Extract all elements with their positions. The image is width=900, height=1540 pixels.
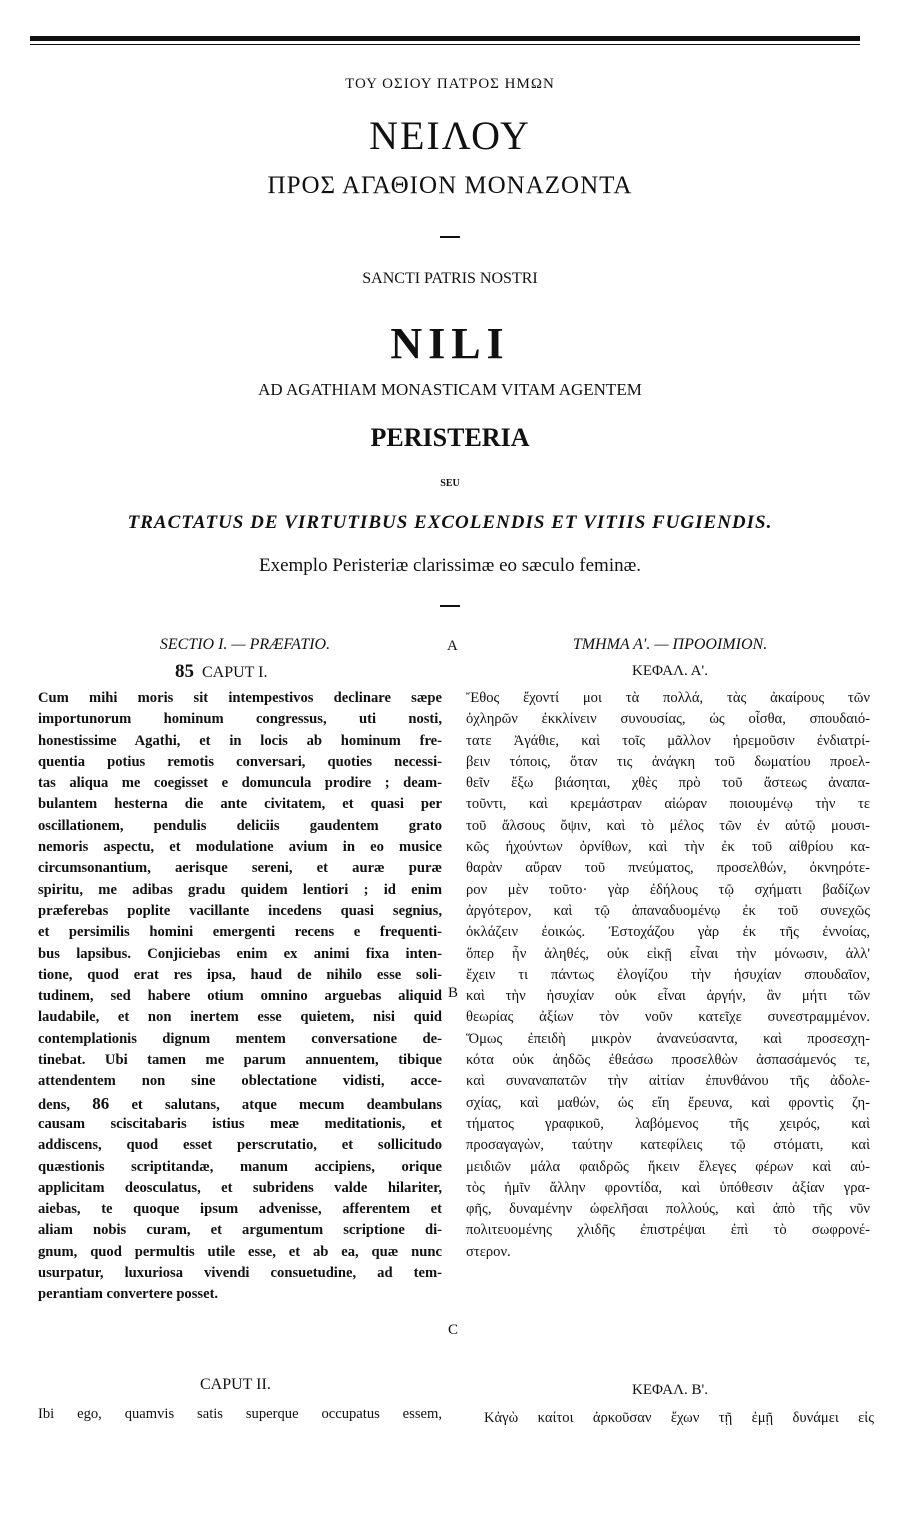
text-line: oscillationem, pendulis deliciis gaudentem grato [38,817,442,834]
text-line: προσαγαγὼν, ταύτην κατεφίλεις τῷ στόματι, καὶ [466,1137,870,1154]
greek-subtitle: ΠΡΟΣ ΑΓΑΘΙΟΝ ΜΟΝΑΖΟΝΤΑ [267,172,633,199]
text-line: βειν τόποις, ὅταν τις ἀνάγκη τοῦ δωματίου προελ- [466,753,870,770]
text-line: κῶς ἠχούντων ὀρνίθων, καὶ τὴν ἐκ τοῦ αἰθρίου κα- [466,839,870,856]
text-line: tione, quod erat res ipsa, haud de nihilo esse soli- [38,966,442,983]
text-line: tudinem, sed habere otium omnino arguebas aliquid [38,988,442,1005]
text-line: gnum, quod permultis utile esse, et ab ea, quæ nunc [38,1243,442,1260]
text-line: importunorum hominum congressus, uti nosti, [38,711,442,728]
text-line: Ὅμως ἐπειδὴ μικρὸν ἀνανεύσαντα, καὶ προσεσχη- [466,1030,870,1047]
latin-text-column [38,688,442,1306]
text-line: Ἔθος ἔχοντί μοι τὰ πολλά, τὰς ἀκαίρους τῶν [466,690,870,706]
latin-pretitle: SANCTI PATRIS NOSTRI [362,270,538,287]
greek-author-name: ΝΕΙΛΟΥ [369,113,531,158]
latin-chapter-heading [175,661,268,683]
text-line-with-page-number [38,1093,442,1114]
page-number: 86 [92,1093,110,1113]
text-line: στερον. [466,1243,511,1260]
text-line: circumsonantium, aerisque sereni, et auræ puræ [38,860,442,877]
text-line: ἀργότερον, καὶ τῷ ἀπαναδυομένῳ ἐκ τοῦ συνεχῶς [466,902,870,919]
separator-dash [440,236,460,238]
text-line: bus lapsibus. Conjiciebas enim ex animi fixa inten- [38,945,442,962]
greek-section-heading: ΤΜΗΜΑ Α'. — ΠΡΟΟΙΜΙΟΝ. [572,636,768,653]
text-line: addiscens, quod esset perscrutatio, et sollicitudo [38,1137,442,1154]
text-line: nemoris aspectu, et modulatione avium in eo musice [38,839,442,856]
text-line: ὅπερ ἦν ἀληθές, οὐκ εἰκῇ εἶναι τὴν μόνωσιν, ἀλλ' [466,945,870,962]
text-line: causam sciscitabaris istius meæ meditationis, et [38,1115,442,1132]
text-line: καὶ συναναπατῶν τὴν αἰτίαν ἐπυνθάνου τῆς ἀδολε- [466,1073,870,1090]
text-line: usurpatur, luxuriosa vivendi consuetudine, ad tem- [38,1265,442,1282]
text-line: perantiam convertere posset. [38,1286,219,1303]
line-rest: et salutans, atque mecum deambulans [131,1096,442,1113]
latin-chapter-heading-2: CAPUT II. [200,1376,271,1393]
text-line: τοῦντι, καὶ κρεμάστραν αἰώραν ποιουμένῳ τὴν τε [466,796,870,813]
text-line: ὀχληρῶν ἐκκλίνειν συνουσίας, ὡς οἶσθα, σπουδαιό- [466,711,870,728]
top-rule [30,36,860,41]
latin-section-heading: SECTIO I. — PRÆFATIO. [159,636,331,653]
text-line: attendentem non sine oblectatione vidisti, acce- [38,1073,442,1090]
text-line: κότα οὐκ ἀηδῶς ἐθεάσω προσελθὼν ἀσπασάμενός τε, [466,1052,870,1069]
latin-subtitle: AD AGATHIAM MONASTICAM VITAM AGENTEM [258,380,642,399]
text-line: tas aliqua me coegisset e domuncula prodire ; deam- [38,775,442,792]
work-note: Exemplo Peristeriæ clarissimæ eo sæculo feminæ. [258,555,642,576]
work-title: PERISTERIA [370,423,530,452]
text-line: μειδιῶν μάλα φαιδρῶς ἥκειν ἔλεγες φέρων καὶ αὐ- [466,1158,870,1175]
text-line: quentia potius remotis conversari, quoties necessi- [38,753,442,770]
text-line: spiritu, me adibas gradu quidem lentiori ; id enim [38,881,442,898]
caput-label: CAPUT I. [202,664,268,681]
text-line: τὸς ἡμῖν ἄλλην φροντίδα, καὶ ὑπόθεσιν ἀξίαν γρα- [466,1179,870,1196]
text-line: aliam nobis curam, et argumentum scriptione di- [38,1222,442,1239]
text-line: præferebas poplite vacillante incedens quasi segnius, [38,902,442,919]
work-alt-title: TRACTATUS DE VIRTUTIBUS EXCOLENDIS ET VITIIS FUGIENDIS. [127,512,773,533]
text-line: contemplationis dignum mentem conversatione de- [38,1030,442,1047]
margin-letter-c: C [448,1322,459,1338]
seu-conjunction: SEU [440,478,460,489]
text-line: σχίας, καὶ μαθών, ὡς εἴη ἔρευνα, καὶ φροντὶς ζη- [466,1094,870,1111]
text-line: aiebas, te quoque ipsum advenisse, afferentem et [38,1201,442,1218]
text-line: quæstionis scriptitandæ, manum accipiens, orique [38,1158,442,1175]
text-line: applicitam deosculatus, et subridens valde hilariter, [38,1179,442,1196]
margin-letter-b: B [448,985,459,1001]
greek-chapter-heading: ΚΕΦΑΛ. Α'. [632,663,708,679]
greek-chapter-heading-2: ΚΕΦΑΛ. Β'. [632,1382,708,1398]
text-line: πολιτευομένης χλιδῆς ἐπιστρέψαι ἐπὶ τὸ σωφρονέ- [466,1222,870,1239]
text-line: ὀκλάζειν ἐοικώς. Ἐστοχάζου γὰρ ἐκ τῆς ἐννοίας, [466,924,870,941]
text-line: ρον μὲν τοῦτο· γὰρ ἐδήλους τῷ σχήματι βαδίζων [466,881,870,898]
page-number: 85 [175,661,194,682]
text-line: θεωρίας ἀξίων τὸν νοῦν κατεῖχε συνεστραμμένον. [466,1009,870,1026]
text-line: tinebat. Ubi tamen me parum annuentem, tibique [38,1052,442,1069]
latin-author-name: NILI [390,319,510,368]
text-line: laudabile, et non inertem esse quietem, nisi quid [38,1009,442,1026]
text-line: θαρὰν αὔραν τοῦ πνεύματος, προσελθών, ὀκνηρότε- [466,860,870,877]
text-line: καὶ τὴν ἡσυχίαν οὐκ εἶναι ἀργήν, ἂν μήτι τῶν [466,988,870,1005]
text-line: φῆς, δυναμένην ὠφελῆσαι πολλούς, καὶ ἀπὸ τῆς νῦν [466,1201,870,1218]
line-prefix: dens, [38,1096,71,1113]
text-line: Cum mihi moris sit intempestivos declinare sæpe [38,690,442,706]
text-line: τοῦ ἄλσους ὄψιν, καὶ τὸ μέλος τῶν ἐν αὐτῷ μουσι- [466,817,870,834]
greek-chapter2-first-line: Κἀγὼ καίτοι ἀρκοῦσαν ἔχων τῇ ἐμῇ δυνάμει εἰς [484,1410,874,1426]
top-rule-thin [30,44,860,45]
separator-dash [440,605,460,607]
text-line: bulantem hesterna die ante civitatem, et quasi per [38,796,442,813]
margin-letter-a: A [447,638,458,654]
text-line: honestissime Agathi, et in locis ab hominum fre- [38,732,442,749]
text-line: θεῖν ἔξω βιάσηται, χθὲς πρὸ τοῦ ἄστεως ἀναπα- [466,775,870,792]
latin-chapter2-first-line: Ibi ego, quamvis satis superque occupatus essem, [38,1406,442,1422]
text-line: τατε Ἀγάθιε, καὶ τοῖς μᾶλλον ἠρεμοῦσιν ἐνδιατρί- [466,732,870,749]
greek-pretitle: ΤΟΥ ΟΣΙΟΥ ΠΑΤΡΟΣ ΗΜΩΝ [345,76,555,92]
text-line: τήματος γραφικοῦ, λαβόμενος τῆς χειρός, καὶ [466,1115,870,1132]
text-line: ἔχειν τι πάντως ἐλογίζου τὴν ἡσυχίαν σπουδαῖον, [466,966,870,983]
text-line: et persimilis homini emergenti recens e frequenti- [38,924,442,941]
greek-text-column [466,688,870,1263]
